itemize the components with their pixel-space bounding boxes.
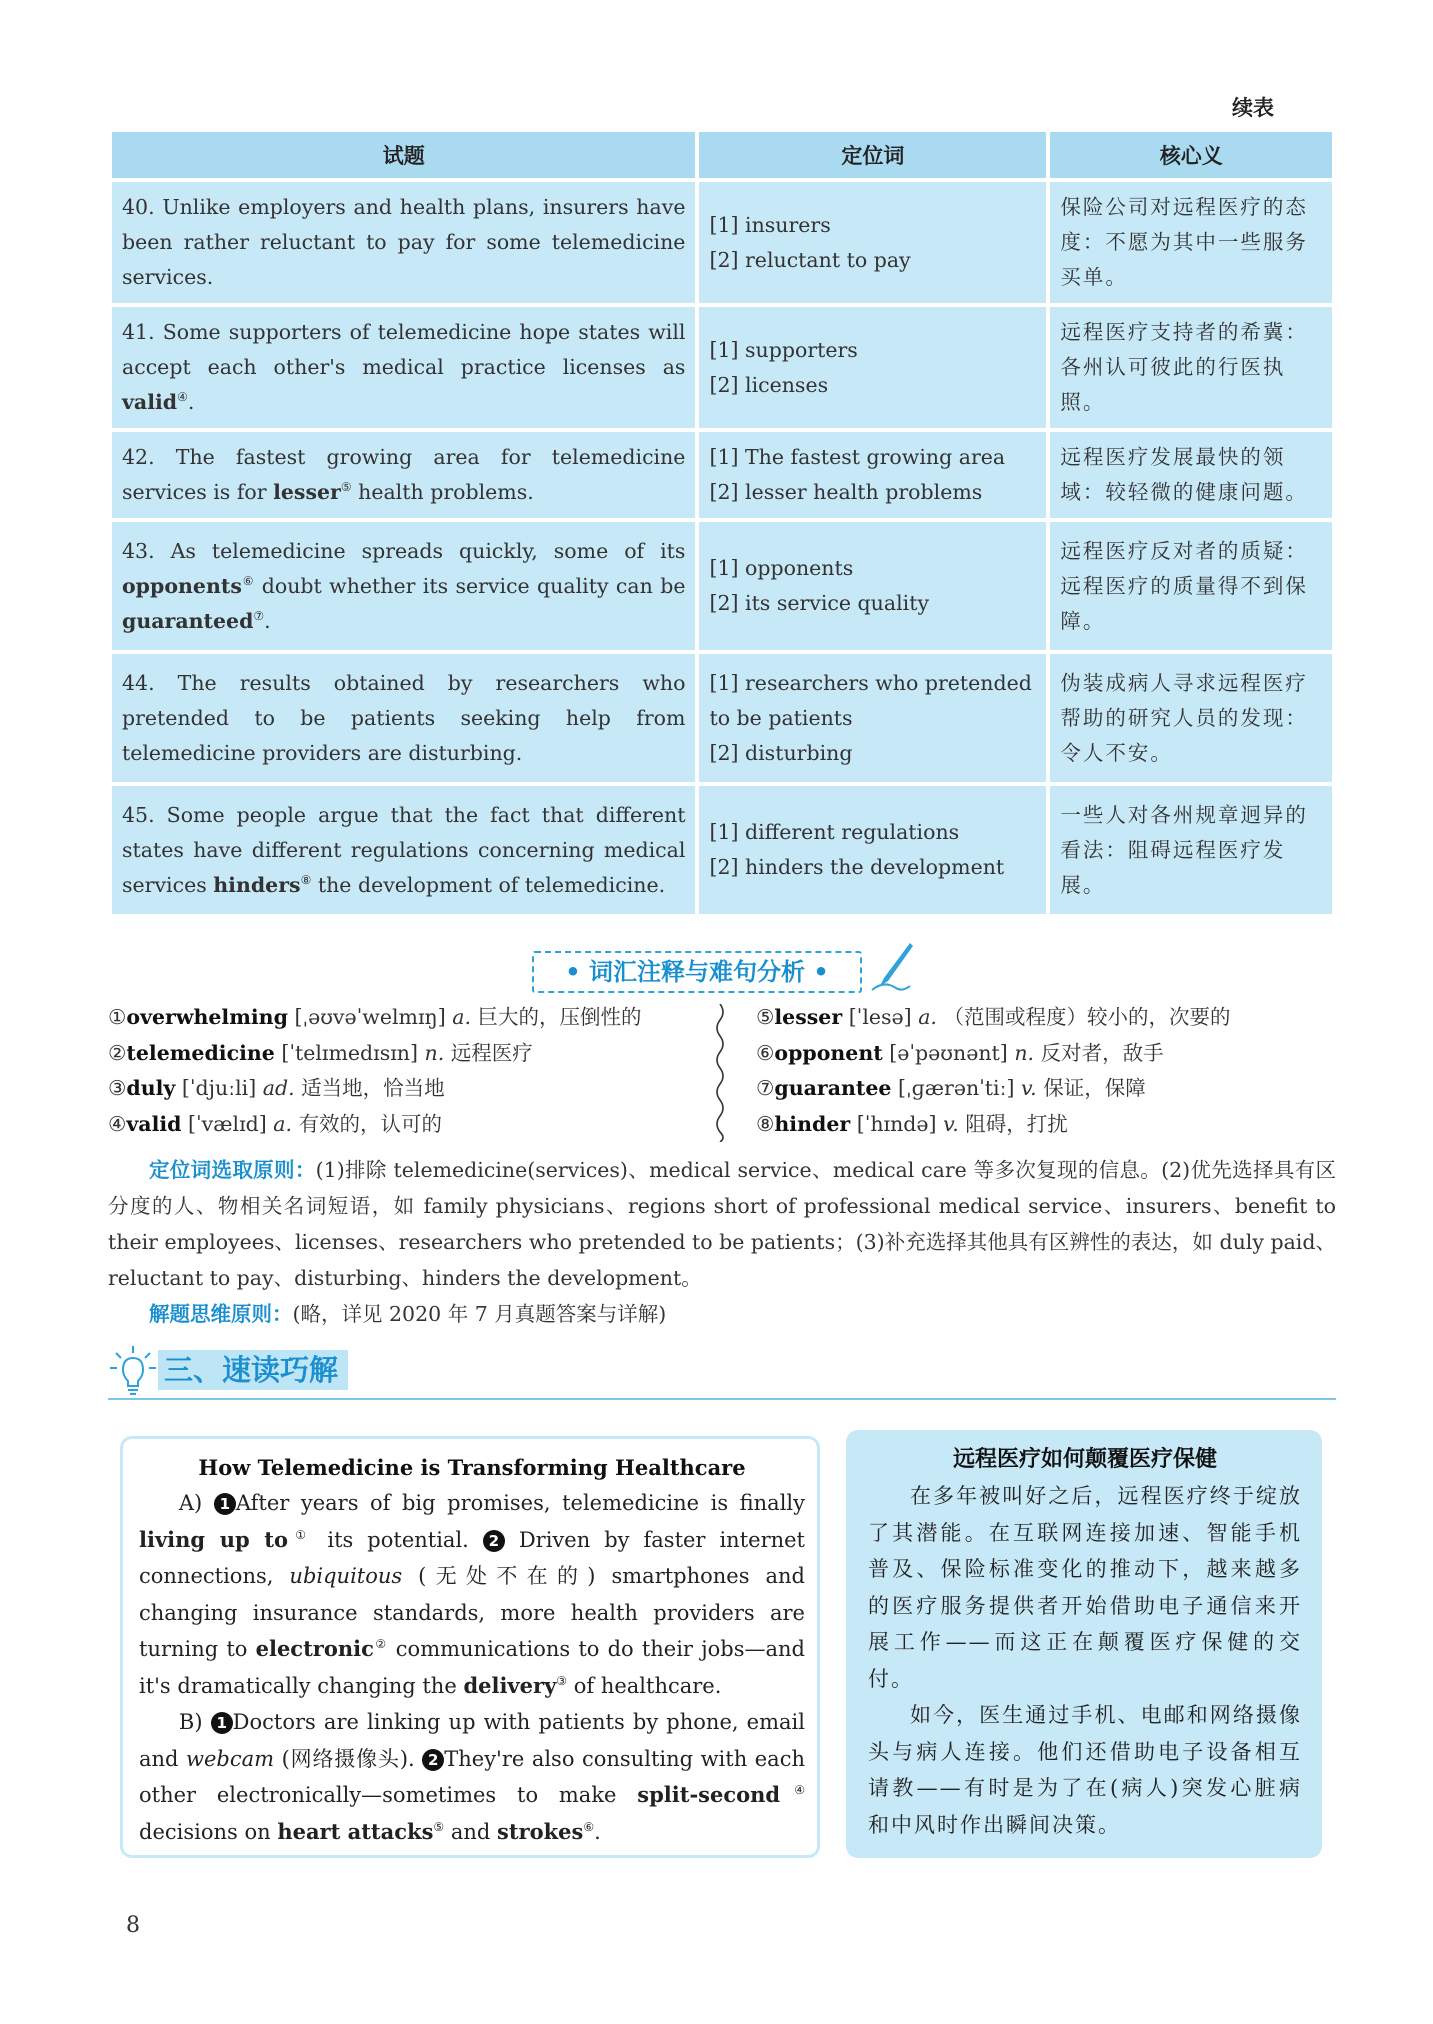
english-title: How Telemedicine is Transforming Healthcare <box>198 1455 746 1480</box>
vocab-item: ④valid [ˈvælɪd] a. 有效的，认可的 <box>108 1111 443 1136</box>
vocab-item: ②telemedicine [ˈtelɪmedɪsɪn] n. 远程医疗 <box>108 1040 533 1065</box>
keyword-cell: [1] researchers who pretended to be patients [2] disturbing <box>699 654 1046 782</box>
page-number: 8 <box>126 1913 140 1938</box>
wavy-divider <box>713 1004 727 1142</box>
vocab-item: ⑤lesser [ˈlesə] a. （范围或程度）较小的，次要的 <box>756 1005 1231 1029</box>
sentence-number-icon: 1 <box>214 1493 236 1515</box>
keyword-cell: [1] different regulations [2] hinders the development <box>699 786 1046 914</box>
lightbulb-icon <box>108 1344 158 1396</box>
question-cell: 40. Unlike employers and health plans, insurers have been rather reluctant to pay for some telemedicine services. <box>112 182 695 303</box>
principle-notes <box>108 1152 1336 1332</box>
vocab-section-header: • 词汇注释与难句分析 • <box>532 951 862 993</box>
sentence-number-icon: 2 <box>483 1530 505 1552</box>
question-cell: 45. Some people argue that the fact that different states have different regulations concerning medical services hinders⑧ the development of telemedicine. <box>112 786 695 914</box>
table-row <box>112 786 1332 914</box>
keyword-cell: [1] supporters [2] licenses <box>699 307 1046 428</box>
pen-icon <box>866 940 916 994</box>
chinese-translation-box <box>846 1430 1322 1858</box>
table-row <box>112 182 1332 303</box>
header-meaning: 核心义 <box>1050 132 1332 178</box>
sentence-number-icon: 1 <box>211 1712 233 1734</box>
header-keywords: 定位词 <box>699 132 1046 178</box>
question-cell: 44. The results obtained by researchers who pretended to be patients seeking help from telemedicine providers are disturbing. <box>112 654 695 782</box>
keyword-principle: 定位词选取原则：(1)排除 telemedicine(services)、medical service、medical care 等多次复现的信息。(2)优先选择具有区分度的人、物相关名词短语，如 family physicians、regions short of professional medical service、insurers、benefit to their employees、licenses、researchers who pretended to be patients；(3)补充选择其他具有区辨性的表达，如 duly paid、reluctant to pay、disturbing、hinders the development。 <box>108 1158 1336 1290</box>
vocab-item: ③duly [ˈdjuːli] ad. 适当地，恰当地 <box>108 1076 445 1100</box>
keyword-cell: [1] The fastest growing area [2] lesser health problems <box>699 432 1046 518</box>
sentence-number-icon: 2 <box>422 1749 444 1771</box>
meaning-cell: 伪装成病人寻求远程医疗帮助的研究人员的发现：令人不安。 <box>1050 654 1332 782</box>
chinese-paragraph: 在多年被叫好之后，远程医疗终于绽放了其潜能。在互联网连接加速、智能手机普及、保险标准变化的推动下，越来越多的医疗服务提供者开始借助电子通信来开展工作——而这正在颠覆医疗保健的交付。 <box>868 1484 1302 1691</box>
section-divider <box>108 1398 1336 1400</box>
vocab-item: ⑧hinder [ˈhɪndə] v. 阻碍，打扰 <box>756 1111 1068 1136</box>
table-row <box>112 654 1332 782</box>
vocab-list-left <box>108 1000 708 1142</box>
keyword-cell: [1] opponents [2] its service quality <box>699 522 1046 650</box>
vocab-item: ⑦guarantee [ˌɡærənˈtiː] v. 保证，保障 <box>756 1076 1146 1100</box>
question-table <box>108 128 1336 918</box>
vocab-item: ①overwhelming [ˌəʊvəˈwelmɪŋ] a. 巨大的，压倒性的 <box>108 1005 642 1029</box>
paragraph-b: B) 1 Doctors are linking up with patients by phone, email and webcam (网络摄像头). 2 They're also consulting with each other electronically—sometimes to make split-second④ decisions on heart attacks⑤ and strokes⑥. <box>139 1710 806 1844</box>
paragraph-a: A) 1 After years of big promises, telemedicine is finally living up to① its potential. 2 Driven by faster internet connections, ubiquitous (无处不在的) smartphones and changing insurance standards, more health providers are turning to electronic② communications to do their jobs—and it's dramatically changing the delivery③ of healthcare. <box>139 1491 805 1698</box>
chinese-title: 远程医疗如何颠覆医疗保健 <box>952 1447 1217 1472</box>
table-header-row <box>112 132 1332 178</box>
header-question: 试题 <box>112 132 695 178</box>
vocab-item: ⑥opponent [əˈpəʊnənt] n. 反对者，敌手 <box>756 1040 1164 1065</box>
section-title: 三、速读巧解 <box>158 1350 348 1390</box>
english-passage-box <box>120 1436 820 1858</box>
question-cell: 43. As telemedicine spreads quickly, some of its opponents⑥ doubt whether its service quality can be guaranteed⑦. <box>112 522 695 650</box>
table-row <box>112 522 1332 650</box>
table-row <box>112 432 1332 518</box>
meaning-cell: 远程医疗发展最快的领域：较轻微的健康问题。 <box>1050 432 1332 518</box>
question-cell: 42. The fastest growing area for telemedicine services is for lesser⑤ health problems. <box>112 432 695 518</box>
continued-label: 续表 <box>1232 96 1274 120</box>
vocab-list-right <box>756 1000 1356 1142</box>
meaning-cell: 保险公司对远程医疗的态度：不愿为其中一些服务买单。 <box>1050 182 1332 303</box>
chinese-paragraph: 如今，医生通过手机、电邮和网络摄像头与病人连接。他们还借助电子设备相互请教——有时是为了在(病人)突发心脏病和中风时作出瞬间决策。 <box>868 1703 1302 1837</box>
question-cell: 41. Some supporters of telemedicine hope states will accept each other's medical practice licenses as valid④. <box>112 307 695 428</box>
meaning-cell: 远程医疗反对者的质疑：远程医疗的质量得不到保障。 <box>1050 522 1332 650</box>
table-row <box>112 307 1332 428</box>
keyword-cell: [1] insurers [2] reluctant to pay <box>699 182 1046 303</box>
meaning-cell: 一些人对各州规章迥异的看法：阻碍远程医疗发展。 <box>1050 786 1332 914</box>
meaning-cell: 远程医疗支持者的希冀：各州认可彼此的行医执照。 <box>1050 307 1332 428</box>
thinking-principle: 解题思维原则：(略，详见 2020 年 7 月真题答案与详解) <box>149 1302 667 1326</box>
